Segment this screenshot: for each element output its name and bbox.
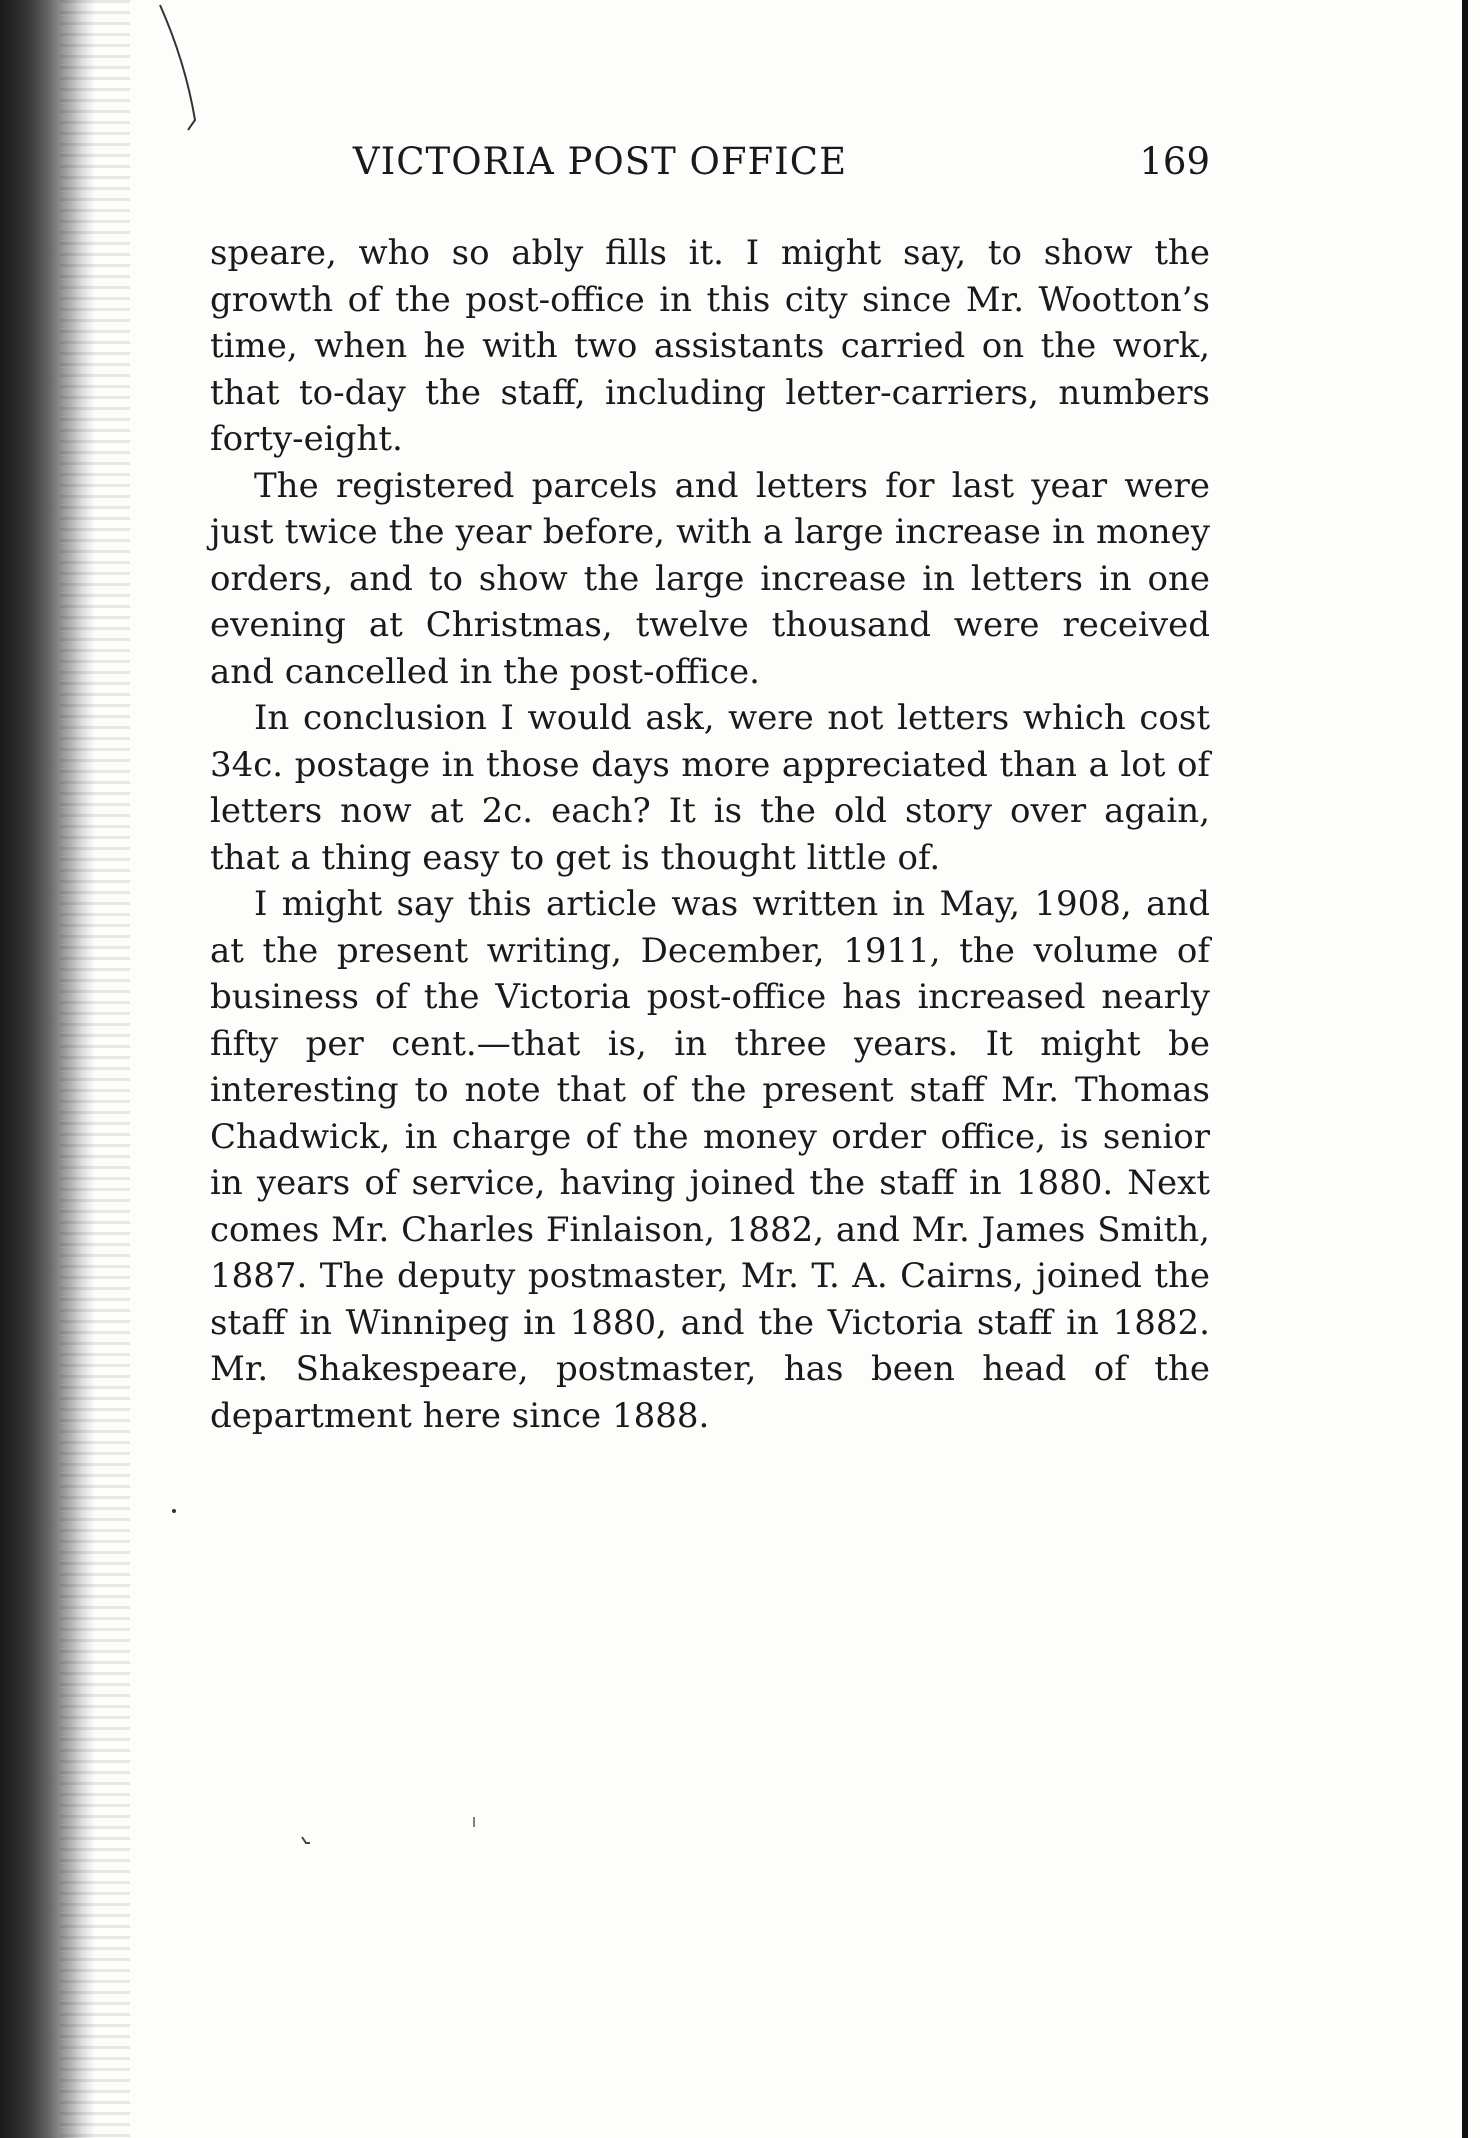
paragraph: The registered parcels and letters for last year were just twice the year before, with a large increase in money orders, and to show the large increase in letters in one evening at Christmas, twelve thousand were received and cancelled in the post-office. [210,465,1210,692]
body-text [210,230,1210,1439]
running-header [210,140,1210,190]
running-header-title: VICTORIA POST OFFICE [352,140,848,183]
paragraph: In conclusion I would ask, were not letters which cost 34c. postage in those days more appreciated than a lot of letters now at 2c. each? It is the old story over again, that a thing easy to get is thought little of. [210,698,1210,878]
page-right-edge-rule [1462,0,1468,2138]
paragraph: I might say this article was written in May, 1908, and at the present writing, December, 1911, the volume of business of the Victoria post-office has increased nearly fifty per cent.—that is, in three years. It might be interesting to note that of the present staff Mr. Thomas Chadwick, in charge of the money order office, is senior in years of service, having joined the staff in 1880. Next comes Mr. Charles Finlaison, 1882, and Mr. James Smith, 1887. The deputy postmaster, Mr. T. A. Cairns, joined the staff in Winnipeg in 1880, and the Victoria staff in 1882. Mr. Shakespeare, postmaster, has been head of the department here since 1888. [210,884,1210,1436]
stray-ink-dot [470,1815,478,1831]
margin-pencil-mark [150,0,210,150]
page-number: 169 [1139,140,1210,183]
stray-ink-dot [170,1505,180,1519]
stray-ink-dot [300,1835,314,1849]
binding-shadow-texture [60,0,130,2138]
paragraph-continuation: speare, who so ably fills it. I might say, to show the growth of the post-office in this city since Mr. Wootton’s time, when he with two assistants carried on the work, that to-day the staff, including letter-carriers, numbers forty-eight. [210,233,1210,459]
